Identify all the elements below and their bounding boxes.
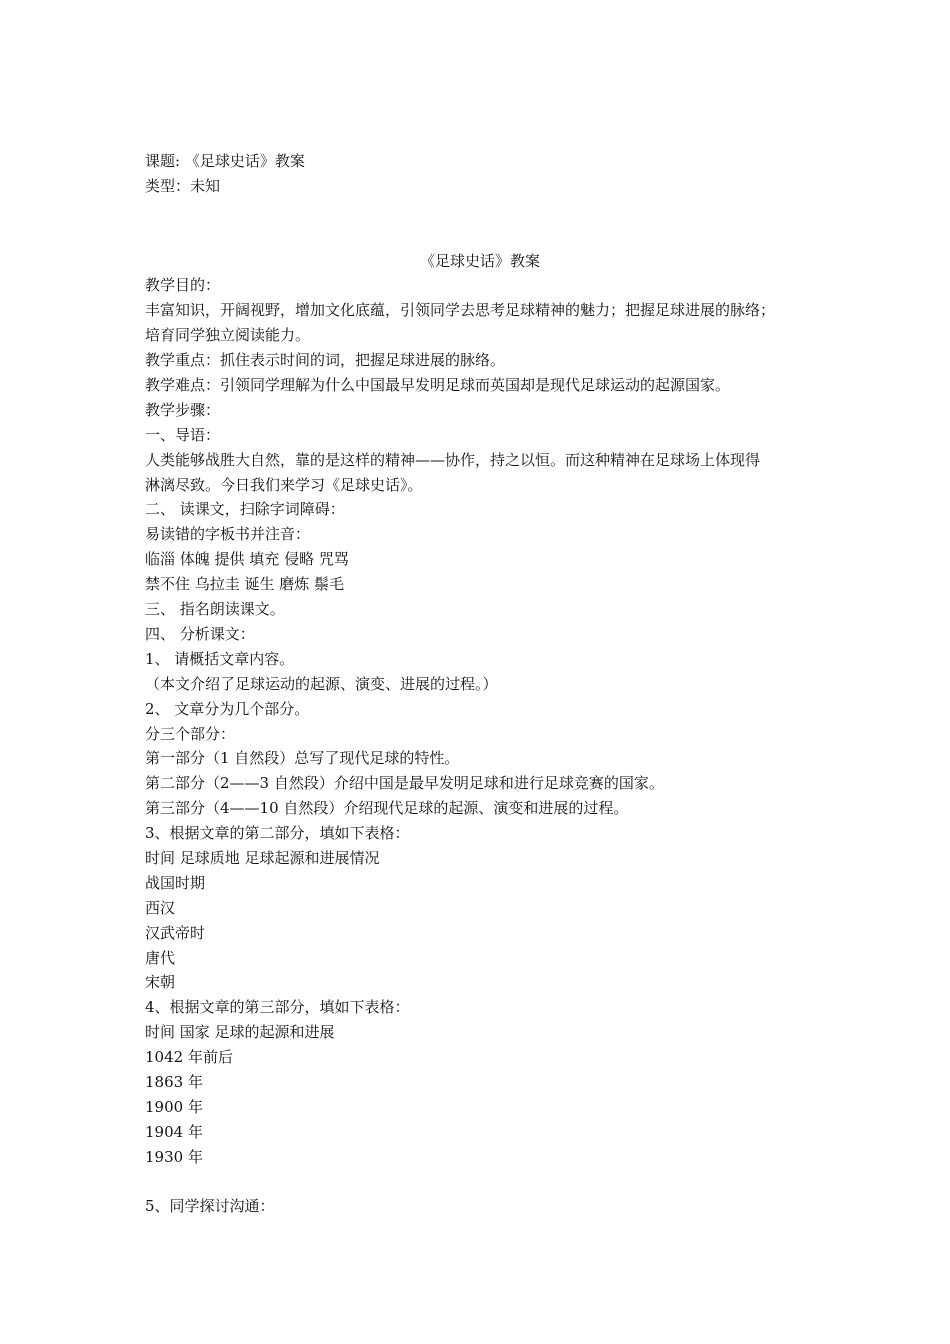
text-line: 1042 年前后 [145,1048,233,1067]
text-line: 第二部分（2——3 自然段）介绍中国是最早发明足球和进行足球竞赛的国家。 [145,774,664,793]
text-line: 时间 国家 足球的起源和进展 [145,1023,335,1042]
text-line: 1930 年 [145,1147,203,1166]
text-line: 易读错的字板书并注音： [145,525,311,544]
text-line: 教学难点：引领同学理解为什么中国最早发明足球而英国却是现代足球运动的起源国家。 [145,376,731,395]
lesson-body-part2 [145,1194,835,1219]
text-line: 战国时期 [145,873,206,892]
text-line: 唐代 [145,948,176,967]
text-line: 1904 年 [145,1122,203,1141]
text-line: 时间 足球质地 足球起源和进展情况 [145,848,380,867]
document-title: 《足球史话》教案 [419,251,540,270]
text-line: 西汉 [145,898,176,917]
text-line: 汉武帝时 [145,923,206,942]
text-line: 第一部分（1 自然段）总写了现代足球的特性。 [145,749,460,768]
text-line: 教学重点：抓住表示时间的词，把握足球进展的脉络。 [145,351,506,370]
text-line: 1900 年 [145,1097,203,1116]
spacer [145,1170,835,1195]
lesson-body-part1 [145,273,835,1169]
text-line: 淋漓尽致。今日我们来学习《足球史话》。 [145,475,423,494]
text-line: 1863 年 [145,1072,203,1091]
text-line: 培育同学独立阅读能力。 [145,326,311,345]
text-line: 3、根据文章的第二部分，填如下表格： [145,824,410,843]
text-line: 四、 分析课文： [145,624,255,643]
text-line: 人类能够战胜大自然，靠的是这样的精神——协作，持之以恒。而这种精神在足球场上体现得 [145,450,761,469]
text-line: 二、 读课文，扫除字词障碍： [145,500,345,519]
text-line: 教学目的： [145,276,221,295]
text-line: 5、同学探讨沟通： [145,1197,275,1216]
spacer [145,199,835,249]
text-line: 4、根据文章的第三部分，填如下表格： [145,998,410,1017]
text-line: 第三部分（4——10 自然段）介绍现代足球的起源、演变和进展的过程。 [145,799,629,818]
document-body [145,149,835,1219]
text-line: 2、 文章分为几个部分。 [145,699,310,718]
text-line: 一、导语： [145,425,221,444]
text-line: 禁不住 乌拉圭 诞生 磨炼 鬃毛 [145,575,345,594]
text-line: 三、 指名朗读课文。 [145,600,285,619]
text-line: 教学步骤： [145,400,221,419]
text-line: 分三个部分： [145,724,236,743]
text-line: 丰富知识，开阔视野，增加文化底蕴，引领同学去思考足球精神的魅力；把握足球进展的脉络； [145,301,776,320]
text-line: （本文介绍了足球运动的起源、演变、进展的过程。） [145,674,498,693]
topic-line: 课题: 《足球史话》教案 [145,152,305,170]
text-line: 1、 请概括文章内容。 [145,649,295,668]
text-line: 宋朝 [145,973,176,992]
type-line: 类型：未知 [145,176,221,195]
text-line: 临淄 体魄 提供 填充 侵略 咒骂 [145,550,349,569]
